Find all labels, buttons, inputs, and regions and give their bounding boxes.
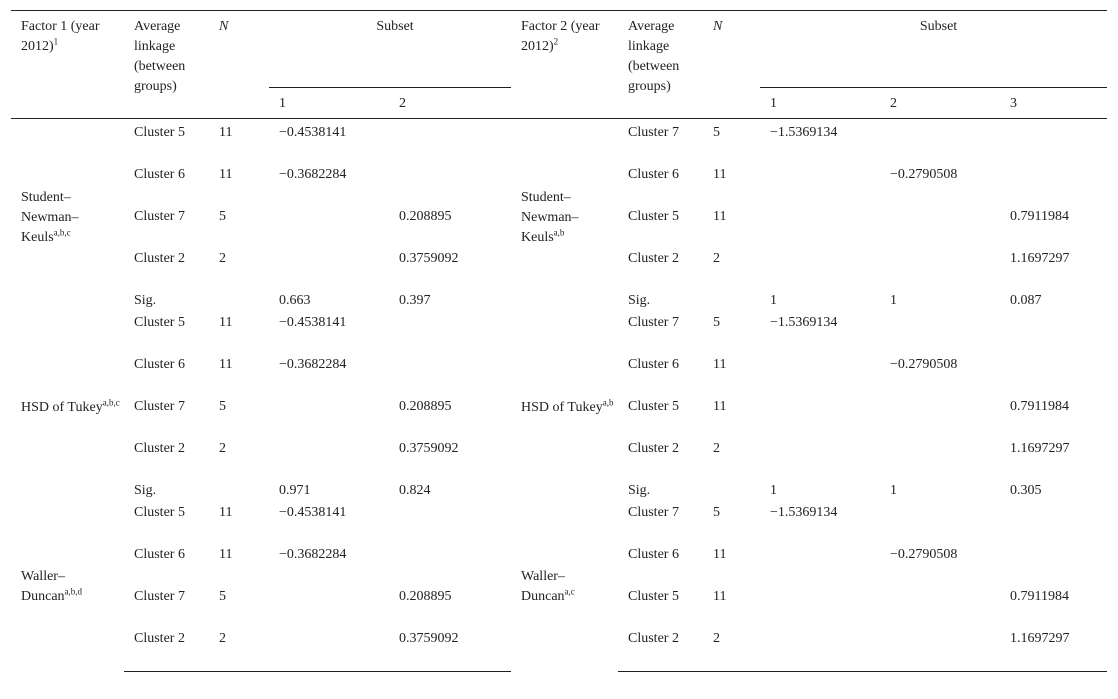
method-right-label: HSD of Tukey [521, 400, 603, 415]
cluster-right: Cluster 7 [628, 505, 679, 520]
cluster-right: Cluster 6 [628, 547, 679, 562]
subset-right-3 [1000, 165, 1107, 207]
subset-right-2: −0.2790508 [890, 357, 958, 372]
method-right-footnote: a,c [564, 586, 575, 597]
subset-right-1 [760, 587, 880, 629]
method-left [11, 313, 124, 503]
method-right [511, 313, 618, 503]
subset-left-2 [389, 355, 511, 397]
cluster-right: Cluster 7 [628, 125, 679, 140]
header-factor2: Factor 2 (year 2012)$^2$ [511, 11, 618, 119]
n-right: 2 [713, 441, 720, 456]
header-n-left: N [209, 11, 269, 119]
n-right: 11 [713, 167, 727, 182]
subset-right-1: −1.5369134 [770, 505, 838, 520]
subset-left-1: −0.4538141 [279, 125, 347, 140]
n-right: 11 [713, 357, 727, 372]
cluster-left: Cluster 5 [134, 505, 185, 520]
subset-left-1 [269, 439, 389, 481]
subset-right-2: 1 [890, 483, 897, 498]
subset-right-1: 1 [770, 483, 777, 498]
cluster-right: Cluster 2 [628, 251, 679, 266]
results-table-container [11, 10, 1107, 672]
method-left-footnote: a,b,c [102, 397, 120, 408]
subset-right-3 [1000, 119, 1107, 166]
subset-right-1 [760, 165, 880, 207]
cluster-left: Cluster 7 [134, 209, 185, 224]
method-left [11, 503, 124, 672]
subset-left-1 [269, 629, 389, 672]
cluster-right: Sig. [628, 293, 651, 308]
method-right [511, 119, 618, 314]
cluster-right: Cluster 7 [628, 315, 679, 330]
subset-right-3 [1000, 545, 1107, 587]
subset-right-3: 0.7911984 [1010, 399, 1069, 414]
subset-right-1 [760, 249, 880, 291]
subset-left-2: 0.3759092 [399, 441, 459, 456]
subset-right-col-2: 2 [880, 88, 1000, 119]
header-avg-linkage-right: Average linkage (between groups) [618, 11, 703, 119]
subset-right-2 [880, 629, 1000, 672]
n-right: 2 [713, 251, 720, 266]
n-left: 5 [219, 209, 226, 224]
method-left-label: HSD of Tukey [21, 400, 103, 415]
subset-right-3: 1.1697297 [1010, 441, 1070, 456]
cluster-left: Cluster 2 [134, 251, 185, 266]
n-left: 11 [219, 505, 233, 520]
cluster-left: Cluster 7 [134, 589, 185, 604]
subset-right-3: 0.087 [1010, 293, 1042, 308]
cluster-right: Cluster 5 [628, 209, 679, 224]
header-factor1: Factor 1 (year 2012)$^1$ [11, 11, 124, 119]
subset-left-1: −0.4538141 [279, 505, 347, 520]
subset-left-col-2: 2 [389, 88, 511, 119]
n-right: 11 [713, 209, 727, 224]
method-left-label: Student–Newman–Keuls [21, 190, 79, 245]
n-left: 11 [219, 167, 233, 182]
method-right-label: Waller–Duncan [521, 569, 565, 605]
cluster-right: Cluster 5 [628, 399, 679, 414]
cluster-right: Cluster 2 [618, 629, 703, 672]
header-avg-linkage-left: Average linkage (between groups) [124, 11, 209, 119]
subset-left-1: −0.4538141 [279, 315, 347, 330]
subset-right-2 [880, 313, 1000, 355]
subset-left-1: 0.663 [279, 293, 311, 308]
subset-left-2: 0.208895 [399, 589, 452, 604]
subset-right-3: 0.305 [1010, 483, 1042, 498]
n-left [209, 291, 269, 313]
subset-right-1: −1.5369134 [770, 125, 838, 140]
subset-right-3: 1.1697297 [1000, 629, 1107, 672]
header-subset-right: Subset [760, 11, 1107, 88]
cluster-right: Cluster 2 [628, 441, 679, 456]
subset-left-1: −0.3682284 [279, 357, 347, 372]
subset-right-1 [760, 207, 880, 249]
n-left: 5 [219, 589, 226, 604]
header-subset-left: Subset [269, 11, 511, 88]
subset-left-2 [389, 313, 511, 355]
subset-right-col-1: 1 [760, 88, 880, 119]
header-n-right: N [703, 11, 760, 119]
method-right-label: Student–Newman–Keuls [521, 190, 579, 245]
method-right-footnote: a,b [602, 397, 614, 408]
subset-left-1: 0.971 [279, 483, 311, 498]
n-right: 5 [713, 315, 720, 330]
subset-right-3: 0.7911984 [1010, 209, 1069, 224]
n-left: 2 [219, 441, 226, 456]
n-right: 11 [713, 399, 727, 414]
method-right-footnote: a,b [553, 227, 565, 238]
subset-right-2: −0.2790508 [890, 167, 958, 182]
cluster-left: Sig. [134, 293, 157, 308]
subset-right-2: 1 [890, 293, 897, 308]
subset-right-2 [880, 249, 1000, 291]
cluster-right: Sig. [628, 483, 651, 498]
subset-left-1 [269, 397, 389, 439]
cluster-left: Sig. [134, 483, 157, 498]
subset-left-col-1: 1 [269, 88, 389, 119]
cluster-right: Cluster 5 [628, 589, 679, 604]
subset-right-3 [1000, 355, 1107, 397]
n-left: 11 [219, 125, 233, 140]
n-left: 11 [219, 357, 233, 372]
subset-left-2: 0.208895 [399, 399, 452, 414]
cluster-left: Cluster 5 [134, 315, 185, 330]
subset-left-1: −0.3682284 [279, 167, 347, 182]
subset-left-2: 0.3759092 [389, 629, 511, 672]
subset-right-3 [1000, 503, 1107, 545]
n-left: 5 [219, 399, 226, 414]
subset-right-1 [760, 629, 880, 672]
subset-left-1 [269, 207, 389, 249]
subset-left-2 [389, 119, 511, 166]
subset-right-3: 1.1697297 [1010, 251, 1070, 266]
subset-left-2: 0.3759092 [399, 251, 459, 266]
subset-left-1: −0.3682284 [279, 547, 347, 562]
n-right: 2 [703, 629, 760, 672]
table-body [11, 119, 1107, 672]
subset-right-1 [760, 439, 880, 481]
n-right [703, 481, 760, 503]
cluster-left: Cluster 2 [124, 629, 209, 672]
subset-right-2 [880, 439, 1000, 481]
subset-right-2 [880, 119, 1000, 166]
subset-right-1 [760, 397, 880, 439]
subset-left-1 [269, 249, 389, 291]
subset-right-col-3: 3 [1000, 88, 1107, 119]
subset-right-2 [880, 207, 1000, 249]
subset-left-2: 0.397 [399, 293, 431, 308]
cluster-right: Cluster 6 [628, 357, 679, 372]
subset-right-2 [880, 587, 1000, 629]
subset-left-2 [389, 545, 511, 587]
subset-left-2: 0.208895 [399, 209, 452, 224]
n-left [209, 481, 269, 503]
subset-left-2: 0.824 [399, 483, 431, 498]
subset-right-1 [760, 545, 880, 587]
table-row [11, 119, 1107, 166]
subset-right-1: −1.5369134 [770, 315, 838, 330]
subset-right-2 [880, 397, 1000, 439]
subset-left-2 [389, 165, 511, 207]
n-left: 11 [219, 315, 233, 330]
cluster-left: Cluster 5 [134, 125, 185, 140]
method-left [11, 119, 124, 314]
n-right: 5 [713, 125, 720, 140]
table-row [11, 313, 1107, 355]
cluster-right: Cluster 6 [628, 167, 679, 182]
subset-right-1 [760, 355, 880, 397]
n-right [703, 291, 760, 313]
subset-right-3 [1000, 313, 1107, 355]
subset-left-2 [389, 503, 511, 545]
n-right: 11 [713, 547, 727, 562]
subset-left-1 [269, 587, 389, 629]
method-left-label: Waller–Duncan [21, 569, 65, 605]
cluster-left: Cluster 2 [134, 441, 185, 456]
method-left-footnote: a,b,c [53, 227, 71, 238]
cluster-left: Cluster 6 [134, 547, 185, 562]
cluster-left: Cluster 7 [134, 399, 185, 414]
cluster-left: Cluster 6 [134, 357, 185, 372]
subset-right-2 [880, 503, 1000, 545]
n-left: 11 [219, 547, 233, 562]
n-left: 2 [219, 251, 226, 266]
method-right [511, 503, 618, 672]
n-left: 2 [209, 629, 269, 672]
n-right: 5 [713, 505, 720, 520]
subset-right-3: 0.7911984 [1010, 589, 1069, 604]
table-row [11, 503, 1107, 545]
cluster-left: Cluster 6 [134, 167, 185, 182]
cluster-subset-table [11, 10, 1107, 672]
subset-right-2: −0.2790508 [890, 547, 958, 562]
subset-right-1: 1 [770, 293, 777, 308]
n-right: 11 [713, 589, 727, 604]
method-left-footnote: a,b,d [64, 586, 83, 597]
